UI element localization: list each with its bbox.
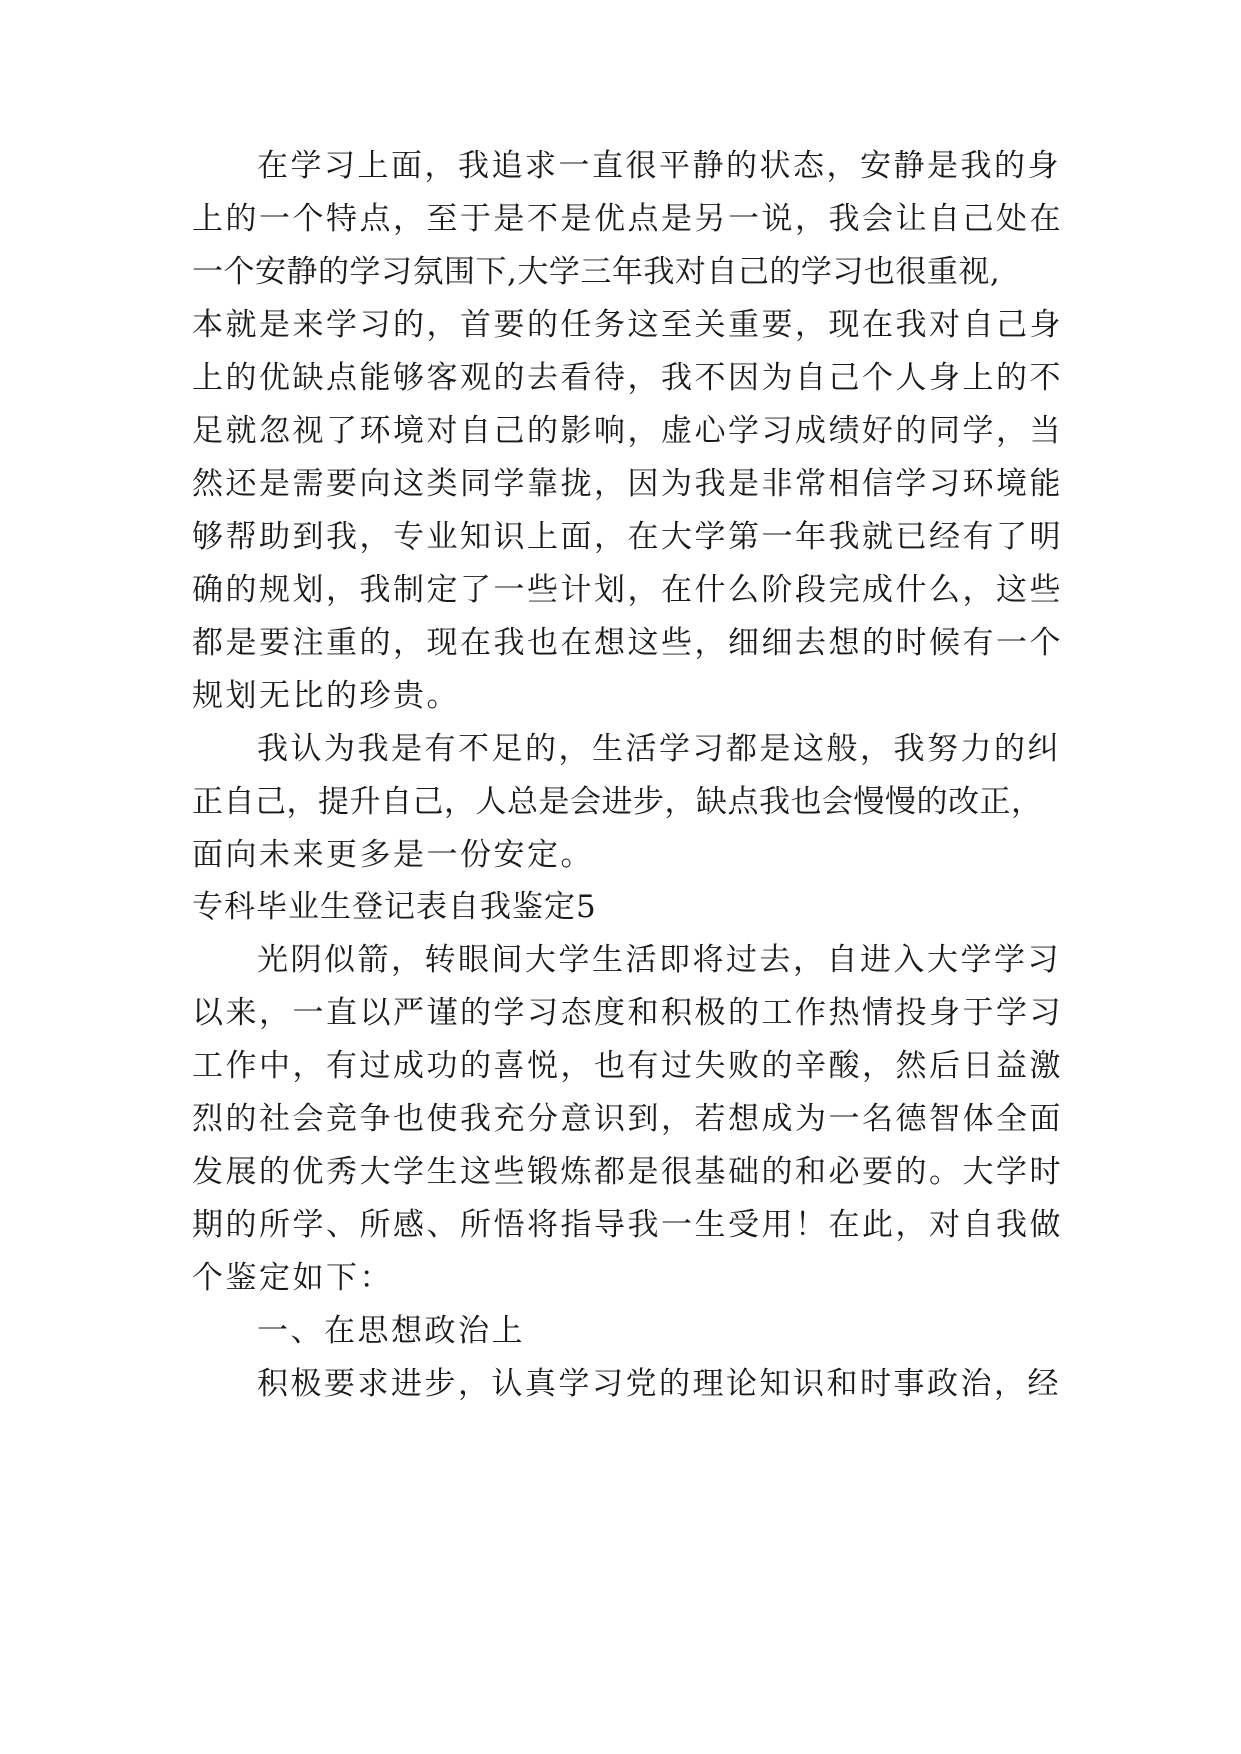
paragraph-line: 光阴似箭，转眼间大学生活即将过去，自进入大学学习 [257,942,1061,978]
paragraph-line: 个鉴定如下： [192,1260,393,1296]
paragraph-line: 期的所学、所感、所悟将指导我一生受用！在此，对自我做 [192,1207,1063,1243]
paragraph-line: 都是要注重的，现在我也在想这些，细细去想的时候有一个 [192,625,1063,661]
paragraph-line: 本就是来学习的，首要的任务这至关重要，现在我对自己身 [192,307,1063,343]
paragraph-line: 然还是需要向这类同学靠拢，因为我是非常相信学习环境能 [192,466,1063,502]
paragraph-line: 正自己，提升自己，人总是会进步，缺点我也会慢慢的改正， [192,784,1043,820]
paragraph-line: 上的一个特点，至于是不是优点是另一说，我会让自己处在 [192,201,1063,237]
paragraph-line: 够帮助到我，专业知识上面，在大学第一年我就已经有了明 [192,519,1063,555]
paragraph-line: 烈的社会竞争也使我充分意识到，若想成为一名德智体全面 [192,1101,1063,1137]
paragraph-line: 发展的优秀大学生这些锻炼都是很基础的和必要的。大学时 [192,1154,1063,1190]
paragraph-line: 一个安静的学习氛围下,大学三年我对自己的学习也很重视, [192,254,1001,290]
paragraph-line: 在学习上面，我追求一直很平静的状态，安静是我的身 [257,148,1061,184]
paragraph-line: 确的规划，我制定了一些计划，在什么阶段完成什么，这些 [192,572,1063,608]
paragraph-line: 积极要求进步，认真学习党的理论知识和时事政治，经 [257,1366,1061,1402]
paragraph-line: 规划无比的珍贵。 [192,678,460,714]
subheading-line: 一、在思想政治上 [257,1313,525,1349]
paragraph-line: 上的优缺点能够客观的去看待，我不因为自己个人身上的不 [192,360,1063,396]
paragraph-line: 面向未来更多是一份安定。 [192,837,594,873]
paragraph-line: 我认为我是有不足的，生活学习都是这般，我努力的纠 [257,731,1061,767]
paragraph-line: 足就忽视了环境对自己的影响，虚心学习成绩好的同学，当 [192,413,1063,449]
section-heading: 专科毕业生登记表自我鉴定5 [192,889,597,925]
paragraph-line: 工作中，有过成功的喜悦，也有过失败的辛酸，然后日益激 [192,1048,1063,1084]
paragraph-line: 以来，一直以严谨的学习态度和积极的工作热情投身于学习 [192,995,1063,1031]
